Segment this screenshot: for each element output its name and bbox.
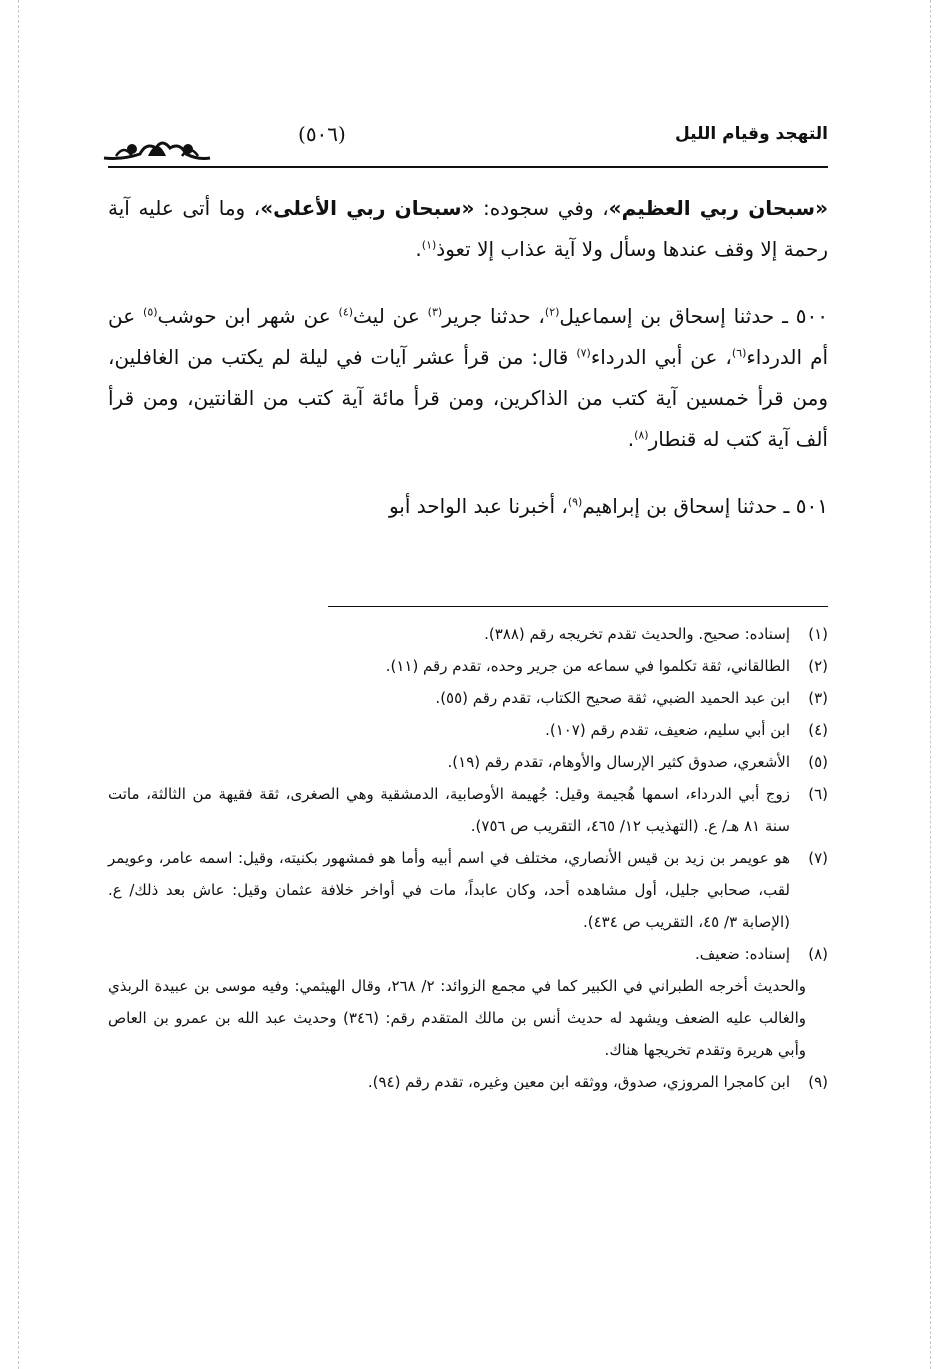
text-segment: عن شهر ابن حوشب (157, 304, 339, 328)
footnote-number: (١) (808, 625, 828, 643)
header-title: التهجد وقيام الليل (674, 124, 828, 144)
footnote-ref: (٥) (143, 305, 158, 319)
footnote-number: (٢) (808, 657, 828, 675)
text-segment: ، حدثنا جرير (442, 304, 545, 328)
footnote-number: (٧) (808, 849, 828, 867)
paragraph-1 (108, 188, 828, 270)
footnote-number: (٤) (808, 721, 828, 739)
text-segment: ٥٠٠ ـ حدثنا إسحاق بن إسماعيل (559, 304, 829, 328)
footnote (108, 1066, 828, 1098)
quote-2: «سبحان ربي الأعلى» (260, 196, 475, 220)
text-segment: عن ليث (353, 304, 428, 328)
text-segment: ٥٠١ ـ حدثنا إسحاق بن إبراهيم (582, 494, 828, 518)
footnote-text: الأشعري، صدوق كثير الإرسال والأوهام، تقدم رقم (١٩). (447, 753, 790, 771)
running-header (108, 118, 828, 158)
footnote (108, 618, 828, 650)
paragraph-hadith-500 (108, 296, 828, 460)
book-page (108, 118, 829, 1091)
footnote-text: هو عويمر بن زيد بن قيس الأنصاري، مختلف في اسم أبيه وأما هو فمشهور بكنيته، وقيل: اسمه عامر، وعويمر لقب، صحابي جليل، أول مشاهده أحد، وكان عابداً، مات في أواخر خلافة عثمان وقيل: عاش بعد ذلك/ ع. (الإصابة ٣/ ٤٥، التقريب ص ٤٣٤). (108, 849, 790, 931)
footnote-ref: (٧) (576, 346, 591, 360)
footnote (108, 938, 828, 970)
footnote-number: (٦) (808, 785, 828, 803)
footnote (108, 746, 828, 778)
text-segment: ، عن أبي الدرداء (590, 345, 732, 369)
footnote-text: ابن عبد الحميد الضبي، ثقة صحيح الكتاب، تقدم رقم (٥٥). (435, 689, 790, 707)
footnote-number: (٣) (808, 689, 828, 707)
text-segment: ، وما أتى عليه آية رحمة إلا وقف عندها وسأل ولا آية عذاب إلا تعوذ (108, 196, 828, 261)
footnote-ref: (٤) (338, 305, 354, 319)
footnote-text: ابن أبي سليم، ضعيف، تقدم رقم (١٠٧). (545, 721, 790, 739)
footnote (108, 778, 828, 842)
text-segment: ، أخبرنا عبد الواحد أبو (388, 494, 568, 518)
footnote-number: (٥) (808, 753, 828, 771)
text-segment: قال: من قرأ عشر آيات في ليلة لم يكتب من الغافلين، ومن قرأ خمسين آية كتب من الذاكرين، ومن قرأ مائة آية كتب من القانتين، ومن قرأ ألف آية كتب له قنطار (108, 345, 828, 451)
footnote-text: الطالقاني، ثقة تكلموا في سماعه من جرير وحده، تقدم رقم (١١). (385, 657, 790, 675)
footnote (108, 682, 828, 714)
footnote-text: إسناده: صحيح. والحديث تقدم تخريجه رقم (٣٨٨). (484, 625, 790, 643)
main-text (108, 188, 828, 553)
footnote-ref: (١) (421, 238, 437, 252)
footnotes (108, 618, 828, 1098)
footnote (108, 650, 828, 682)
footnote-ref: (٩) (567, 495, 583, 509)
footnote-number: (٨) (808, 945, 828, 963)
paragraph-hadith-501 (108, 486, 828, 527)
text-segment: . (627, 427, 635, 451)
footnote-ref: (٨) (634, 428, 649, 442)
right-margin-guide (930, 0, 931, 1369)
text-segment: . (415, 237, 422, 261)
text-segment: عن أم الدرداء (108, 304, 829, 369)
page-number: (٥٠٦) (298, 122, 346, 146)
footnote-continuation: والحديث أخرجه الطبراني في الكبير كما في مجمع الزوائد: ٢/ ٢٦٨، وقال الهيثمي: وفيه موسى بن عبيدة الربذي والغالب عليه الضعف ويشهد له حديث أنس بن مالك المتقدم رقم: (٣٤٦) وحديث عبد الله بن عمرو بن العاص وأبي هريرة وتقدم تخريجها هناك. (108, 977, 806, 1059)
ornament-icon (102, 134, 212, 164)
footnote (108, 714, 828, 746)
footnote-text: زوج أبي الدرداء، اسمها هُجيمة وقيل: جُهيمة الأوصابية، الدمشقية وهي الصغرى، ثقة فقيهة من الثالثة، ماتت سنة ٨١ هـ/ ع. (التهذيب ١٢/ ٤٦٥، التقريب ص ٧٥٦). (108, 785, 790, 835)
footnote-separator (328, 606, 828, 607)
footnote-text: إسناده: ضعيف. (695, 945, 790, 963)
left-margin-guide (18, 0, 19, 1369)
text-segment: ، وفي سجوده: (474, 196, 609, 220)
footnote-number: (٩) (808, 1073, 828, 1091)
footnote-ref: (٦) (731, 346, 747, 360)
quote-1: «سبحان ربي العظيم» (608, 196, 828, 220)
footnote-ref: (٢) (544, 305, 560, 319)
footnote (108, 842, 828, 938)
footnote-ref: (٣) (427, 305, 443, 319)
footnote-text: ابن كامجرا المروزي، صدوق، ووثقه ابن معين وغيره، تقدم رقم (٩٤). (367, 1073, 790, 1091)
header-rule (108, 166, 828, 168)
